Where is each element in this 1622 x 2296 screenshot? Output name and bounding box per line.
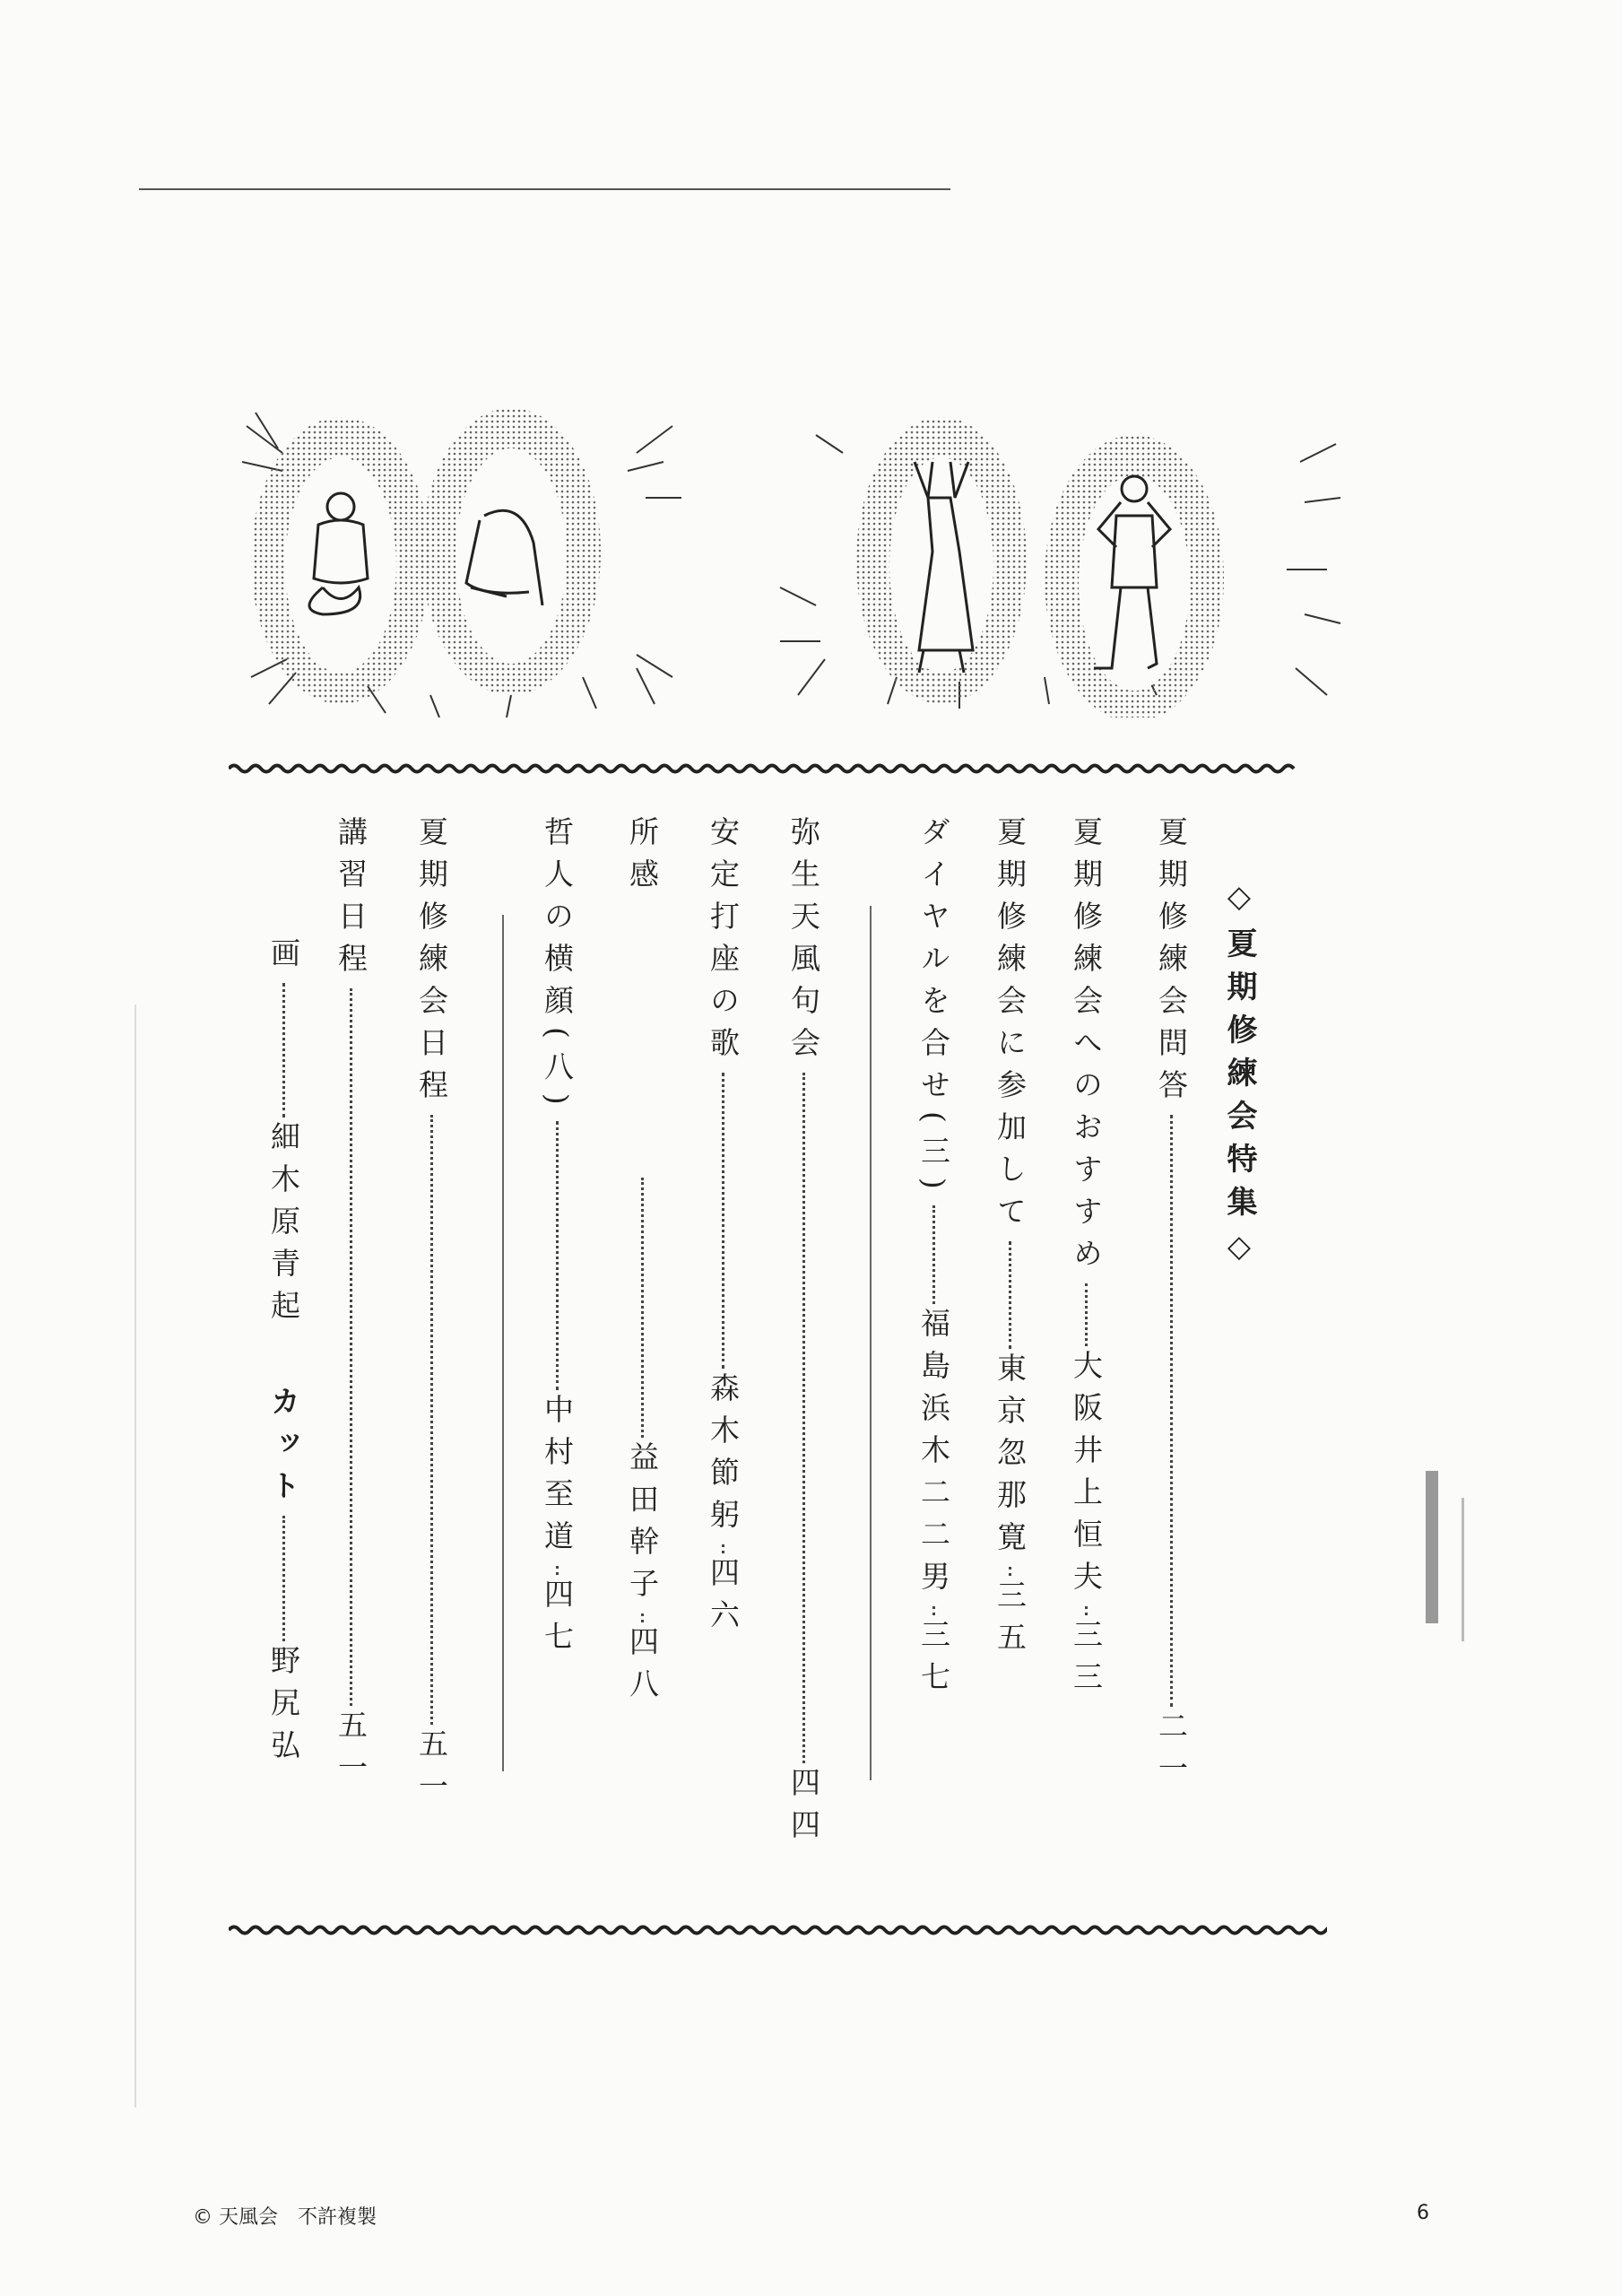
entry-page: 二一	[1154, 1710, 1189, 1795]
toc-entry[interactable]	[625, 816, 660, 1710]
toc-entry[interactable]	[334, 816, 369, 1794]
leader-dots	[932, 1205, 935, 1304]
header-illustration	[242, 408, 1345, 718]
toc-entry[interactable]	[916, 816, 951, 1703]
entry-author: 福島浜木二二男	[916, 1307, 951, 1603]
oval-frames	[251, 408, 1224, 718]
entry-page: 三三	[1069, 1619, 1104, 1703]
leader-dots	[1009, 1241, 1011, 1349]
cut-name: 野尻弘	[266, 1645, 301, 1771]
leader-dots	[641, 1613, 644, 1622]
entry-title: 夏期修練会へのおすすめ	[1069, 816, 1104, 1280]
leader-dots	[350, 988, 352, 1706]
entry-title: 夏期修練会問答	[1154, 816, 1189, 1111]
leader-dots	[282, 983, 285, 1118]
toc-entry[interactable]	[993, 816, 1028, 1664]
top-rule	[139, 188, 950, 190]
scan-edge	[134, 1004, 136, 2108]
leader-dots	[1009, 1567, 1011, 1576]
credits	[266, 937, 301, 1771]
scan-smudge	[1426, 1471, 1438, 1623]
entry-page: 五一	[334, 1709, 369, 1794]
leader-dots	[1085, 1606, 1088, 1615]
entry-title: 夏期修練会日程	[414, 816, 449, 1111]
leader-dots	[722, 1073, 724, 1369]
toc-entry[interactable]	[414, 816, 449, 1813]
toc-entry[interactable]	[706, 816, 741, 1641]
entry-author: 中村至道	[540, 1393, 575, 1562]
leader-dots	[282, 1516, 285, 1641]
column-separator	[870, 906, 872, 1780]
entry-author: 東京忽那寛	[993, 1352, 1028, 1563]
entry-author: 森木節躬	[706, 1372, 741, 1541]
feature-heading: ◇夏期修練会特集◇	[1221, 879, 1257, 1277]
entry-author: 益田幹子	[625, 1441, 660, 1610]
toc-entry[interactable]	[1154, 816, 1189, 1795]
toc-entry[interactable]	[786, 816, 821, 1851]
entry-page: 四四	[786, 1767, 821, 1851]
entry-title: ダイヤルを合せ(三)	[916, 816, 951, 1202]
entry-title: 哲人の横顔(八)	[540, 816, 575, 1118]
leader-dots	[641, 1178, 644, 1438]
entry-title: 夏期修練会に参加して	[993, 816, 1028, 1238]
entry-page: 四八	[625, 1626, 660, 1710]
entry-page: 四六	[706, 1557, 741, 1641]
entry-title: 講習日程	[334, 816, 369, 985]
copyright-footer: © 天風会 不許複製	[193, 2206, 377, 2229]
toc-entry[interactable]	[540, 816, 575, 1663]
entry-title: 所感	[625, 816, 660, 900]
leader-dots	[802, 1073, 805, 1763]
column-separator	[502, 915, 504, 1771]
entry-page: 三七	[916, 1618, 951, 1703]
leader-dots	[1085, 1283, 1088, 1346]
entry-author: 大阪井上恒夫	[1069, 1350, 1104, 1603]
decorative-border-bottom	[229, 1924, 1327, 1936]
leader-dots	[932, 1606, 935, 1615]
art-label: 画	[266, 937, 301, 979]
leader-dots	[1170, 1115, 1173, 1707]
leader-dots	[430, 1115, 433, 1725]
leader-dots	[556, 1566, 559, 1575]
toc-entry[interactable]	[1069, 816, 1104, 1703]
decorative-border-top	[229, 762, 1327, 775]
cut-label: カット	[266, 1386, 301, 1512]
entry-title: 弥生天風句会	[786, 816, 821, 1069]
leader-dots	[556, 1121, 559, 1390]
scan-line	[1462, 1498, 1464, 1641]
entry-page: 四七	[540, 1578, 575, 1663]
page-number: 6	[1417, 2202, 1429, 2224]
entry-page: 三五	[993, 1579, 1028, 1664]
entry-page: 五一	[414, 1728, 449, 1813]
leader-dots	[722, 1544, 724, 1553]
art-name: 細木原青起	[266, 1121, 301, 1332]
entry-title: 安定打座の歌	[706, 816, 741, 1069]
